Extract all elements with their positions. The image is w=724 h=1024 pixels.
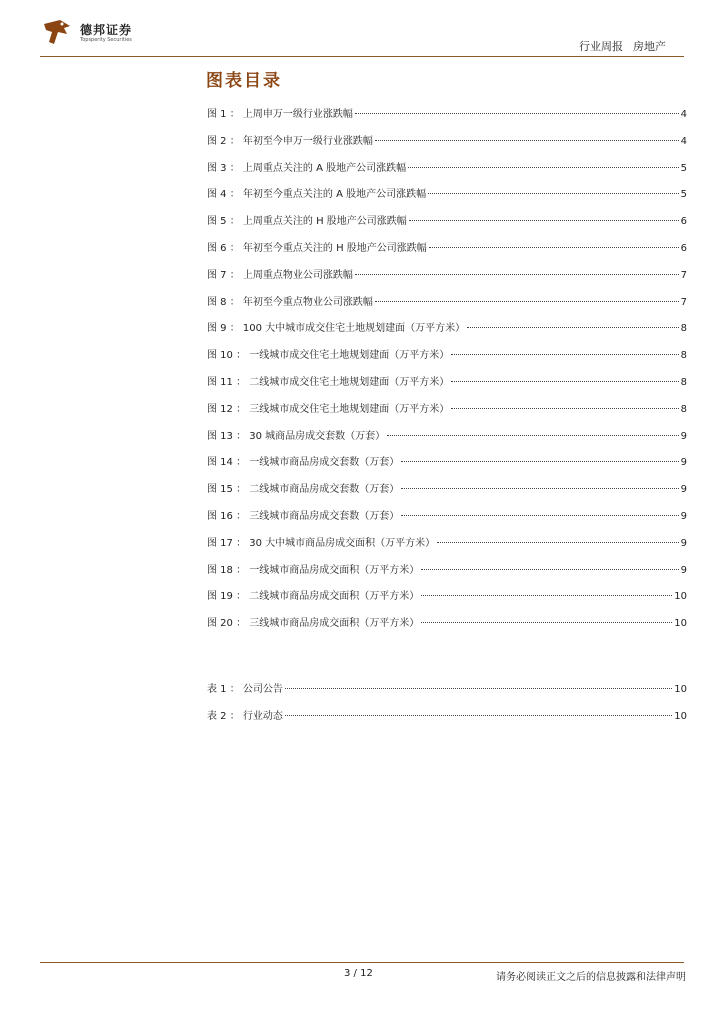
dot-leader <box>285 688 672 689</box>
toc-entry-label: 图 7 ： 上周重点物业公司涨跌幅 <box>207 269 353 281</box>
toc-entry-label: 图 1 ： 上周申万一级行业涨跌幅 <box>207 109 353 120</box>
toc-entry-page: 9 <box>680 484 687 496</box>
toc-entry-page: 7 <box>680 269 687 281</box>
dot-leader <box>355 274 679 275</box>
toc-entry-page: 6 <box>680 242 687 254</box>
toc-entry-label: 图 12 ： 三线城市成交住宅土地规划建面（万平方米） <box>207 403 450 415</box>
toc-entry-page: 8 <box>680 323 687 335</box>
toc-entry-label: 图 3 ： 上周重点关注的 A 股地产公司涨跌幅 <box>207 162 407 174</box>
toc-entry[interactable] <box>207 212 687 239</box>
toc-entry-page: 10 <box>674 710 687 722</box>
dot-leader <box>429 247 679 248</box>
footer-divider <box>40 962 684 963</box>
dot-leader <box>409 220 679 221</box>
dot-leader <box>408 167 679 168</box>
toc-entry-page: 4 <box>680 135 687 147</box>
toc-entry-page: 5 <box>680 189 687 201</box>
toc-entry[interactable] <box>207 105 687 132</box>
toc-entry-label: 图 15 ： 二线城市商品房成交套数（万套） <box>207 484 400 496</box>
toc-entry-label: 图 11 ： 二线城市成交住宅土地规划建面（万平方米） <box>207 376 450 388</box>
dot-leader <box>401 488 678 489</box>
dot-leader <box>421 622 672 623</box>
dot-leader <box>467 327 678 328</box>
toc-entry-page: 4 <box>680 109 687 120</box>
table-toc-list <box>207 680 687 734</box>
toc-entry[interactable] <box>207 680 687 707</box>
toc-entry[interactable] <box>207 707 687 734</box>
toc-entry[interactable] <box>207 587 687 614</box>
toc-entry[interactable] <box>207 346 687 373</box>
toc-entry[interactable] <box>207 534 687 561</box>
toc-entry-label: 表 1 ： 公司公告 <box>207 684 283 695</box>
toc-entry-page: 7 <box>680 296 687 308</box>
toc-entry-page: 10 <box>674 684 687 695</box>
toc-entry-label: 图 2 ： 年初至今申万一级行业涨跌幅 <box>207 135 373 147</box>
toc-entry-label: 图 20 ： 三线城市商品房成交面积（万平方米） <box>207 618 420 630</box>
dot-leader <box>401 461 678 462</box>
toc-entry-page: 6 <box>680 216 687 228</box>
toc-entry-page: 8 <box>680 376 687 388</box>
toc-entry-page: 9 <box>680 510 687 522</box>
logo-text-cn: 德邦证券 <box>80 23 133 37</box>
page-title: 图表目录 <box>206 71 282 91</box>
dot-leader <box>375 301 679 302</box>
toc-entry-page: 10 <box>674 618 687 630</box>
toc-entry-label: 图 8 ： 年初至今重点物业公司涨跌幅 <box>207 296 373 308</box>
toc-entry[interactable] <box>207 453 687 480</box>
dot-leader <box>401 515 678 516</box>
company-logo <box>40 18 140 48</box>
header-meta <box>579 38 666 54</box>
toc-entry[interactable] <box>207 132 687 159</box>
toc-entry-label: 图 5 ： 上周重点关注的 H 股地产公司涨跌幅 <box>207 216 407 228</box>
header-divider <box>40 56 684 57</box>
page-number: 3 / 12 <box>344 968 373 979</box>
toc-entry-page: 10 <box>674 591 687 603</box>
toc-entry[interactable] <box>207 159 687 186</box>
dot-leader <box>355 113 679 114</box>
report-type: 行业周报 <box>579 40 623 53</box>
toc-entry[interactable] <box>207 293 687 320</box>
toc-entry-page: 9 <box>680 457 687 469</box>
figure-toc-list <box>207 105 687 641</box>
toc-entry-page: 9 <box>680 564 687 576</box>
logo-text-en: Topsperity Securities <box>80 37 132 43</box>
toc-entry-label: 图 10 ： 一线城市成交住宅土地规划建面（万平方米） <box>207 350 450 362</box>
toc-entry-label: 图 16 ： 三线城市商品房成交套数（万套） <box>207 510 400 522</box>
toc-entry-label: 图 18 ： 一线城市商品房成交面积（万平方米） <box>207 564 420 576</box>
toc-entry-label: 图 14 ： 一线城市商品房成交套数（万套） <box>207 457 400 469</box>
toc-entry[interactable] <box>207 507 687 534</box>
toc-entry[interactable] <box>207 319 687 346</box>
dot-leader <box>375 140 679 141</box>
dot-leader <box>285 715 672 716</box>
dot-leader <box>387 435 678 436</box>
toc-entry[interactable] <box>207 373 687 400</box>
dot-leader <box>451 354 678 355</box>
toc-entry[interactable] <box>207 266 687 293</box>
toc-entry[interactable] <box>207 239 687 266</box>
toc-entry-page: 9 <box>680 430 687 442</box>
toc-entry-page: 9 <box>680 537 687 549</box>
dot-leader <box>421 595 672 596</box>
dot-leader <box>421 569 678 570</box>
toc-entry-page: 8 <box>680 350 687 362</box>
toc-entry-label: 图 19 ： 二线城市商品房成交面积（万平方米） <box>207 591 420 603</box>
toc-entry[interactable] <box>207 427 687 454</box>
dot-leader <box>428 193 679 194</box>
toc-entry-label: 图 17 ： 30 大中城市商品房成交面积（万平方米） <box>207 537 436 549</box>
logo-icon <box>40 18 74 48</box>
toc-entry[interactable] <box>207 400 687 427</box>
toc-entry[interactable] <box>207 614 687 641</box>
sector-label: 房地产 <box>633 40 666 53</box>
toc-entry-label: 表 2 ： 行业动态 <box>207 710 283 722</box>
toc-entry-label: 图 6 ： 年初至今重点关注的 H 股地产公司涨跌幅 <box>207 242 427 254</box>
disclaimer-note: 请务必阅读正文之后的信息披露和法律声明 <box>496 972 686 983</box>
dot-leader <box>437 542 678 543</box>
dot-leader <box>451 381 678 382</box>
toc-entry-label: 图 13 ： 30 城商品房成交套数（万套） <box>207 430 386 442</box>
dot-leader <box>451 408 678 409</box>
toc-entry-page: 8 <box>680 403 687 415</box>
toc-entry-label: 图 4 ： 年初至今重点关注的 A 股地产公司涨跌幅 <box>207 189 427 201</box>
toc-entry[interactable] <box>207 480 687 507</box>
toc-entry[interactable] <box>207 561 687 588</box>
toc-entry[interactable] <box>207 185 687 212</box>
toc-entry-page: 5 <box>680 162 687 174</box>
toc-entry-label: 图 9 ： 100 大中城市成交住宅土地规划建面（万平方米） <box>207 323 466 335</box>
